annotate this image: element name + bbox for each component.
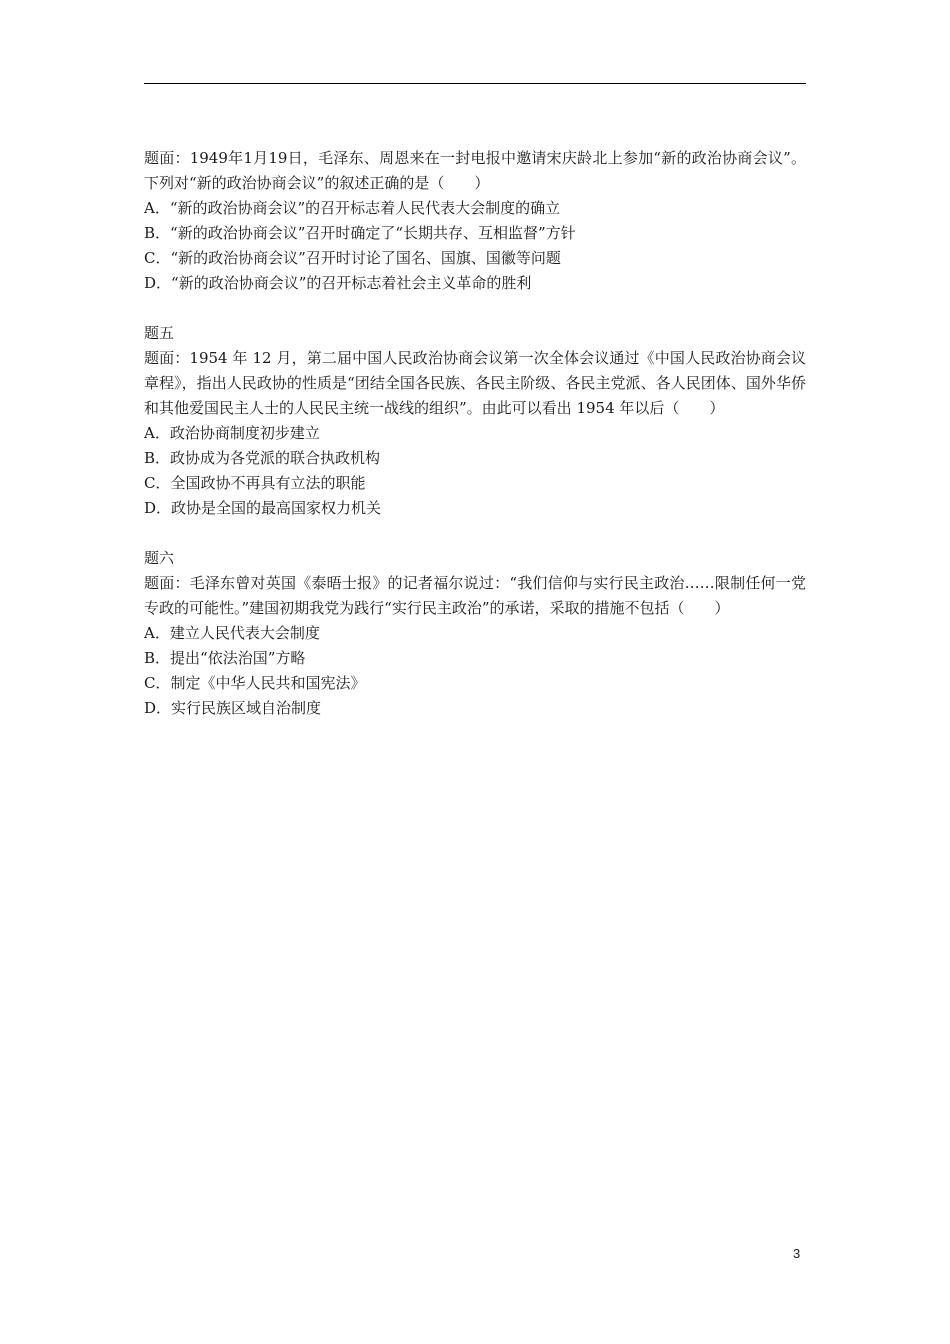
question-6-option-c: C．制定《中华人民共和国宪法》 bbox=[144, 674, 366, 692]
header-rule bbox=[144, 83, 806, 84]
question-4-option-a: A．“新的政治协商会议”的召开标志着人民代表大会制度的确立 bbox=[144, 199, 561, 217]
question-content bbox=[144, 146, 806, 721]
question-4 bbox=[144, 146, 806, 296]
question-4-option-d: D．“新的政治协商会议”的召开标志着社会主义革命的胜利 bbox=[144, 274, 532, 292]
question-5 bbox=[144, 321, 806, 521]
question-5-option-d: D．政协是全国的最高国家权力机关 bbox=[144, 499, 382, 517]
question-5-stem: 题面：1954 年 12 月，第二届中国人民政治协商会议第一次全体会议通过《中国人民政治协商会议章程》，指出人民政协的性质是“团结全国各民族、各民主阶级、各民主党派、各人民团体、国外华侨和其他爱国民主人士的人民民主统一战线的组织”。由此可以看出 1954 年以后（ ） bbox=[144, 349, 806, 417]
page-number: 3 bbox=[793, 1246, 801, 1261]
question-5-option-b: B．政协成为各党派的联合执政机构 bbox=[144, 449, 381, 467]
question-6-heading: 题六 bbox=[144, 549, 175, 567]
question-4-stem: 题面：1949年1月19日，毛泽东、周恩来在一封电报中邀请宋庆龄北上参加“新的政治协商会议”。下列对“新的政治协商会议”的叙述正确的是（ ） bbox=[144, 149, 806, 192]
question-4-option-b: B．“新的政治协商会议”召开时确定了“长期共存、互相监督”方针 bbox=[144, 224, 576, 242]
question-5-option-c: C．全国政协不再具有立法的职能 bbox=[144, 474, 366, 492]
question-6-stem: 题面：毛泽东曾对英国《泰晤士报》的记者福尔说过：“我们信仰与实行民主政治……限制任何一党专政的可能性。”建国初期我党为践行“实行民主政治”的承诺，采取的措施不包括（ ） bbox=[144, 574, 806, 617]
question-5-option-a: A．政治协商制度初步建立 bbox=[144, 424, 320, 442]
question-6 bbox=[144, 546, 806, 721]
question-6-option-a: A．建立人民代表大会制度 bbox=[144, 624, 320, 642]
question-4-option-c: C．“新的政治协商会议”召开时讨论了国名、国旗、国徽等问题 bbox=[144, 249, 561, 267]
question-6-option-b: B．提出“依法治国”方略 bbox=[144, 649, 306, 667]
question-6-option-d: D．实行民族区域自治制度 bbox=[144, 699, 322, 717]
question-5-heading: 题五 bbox=[144, 324, 175, 342]
